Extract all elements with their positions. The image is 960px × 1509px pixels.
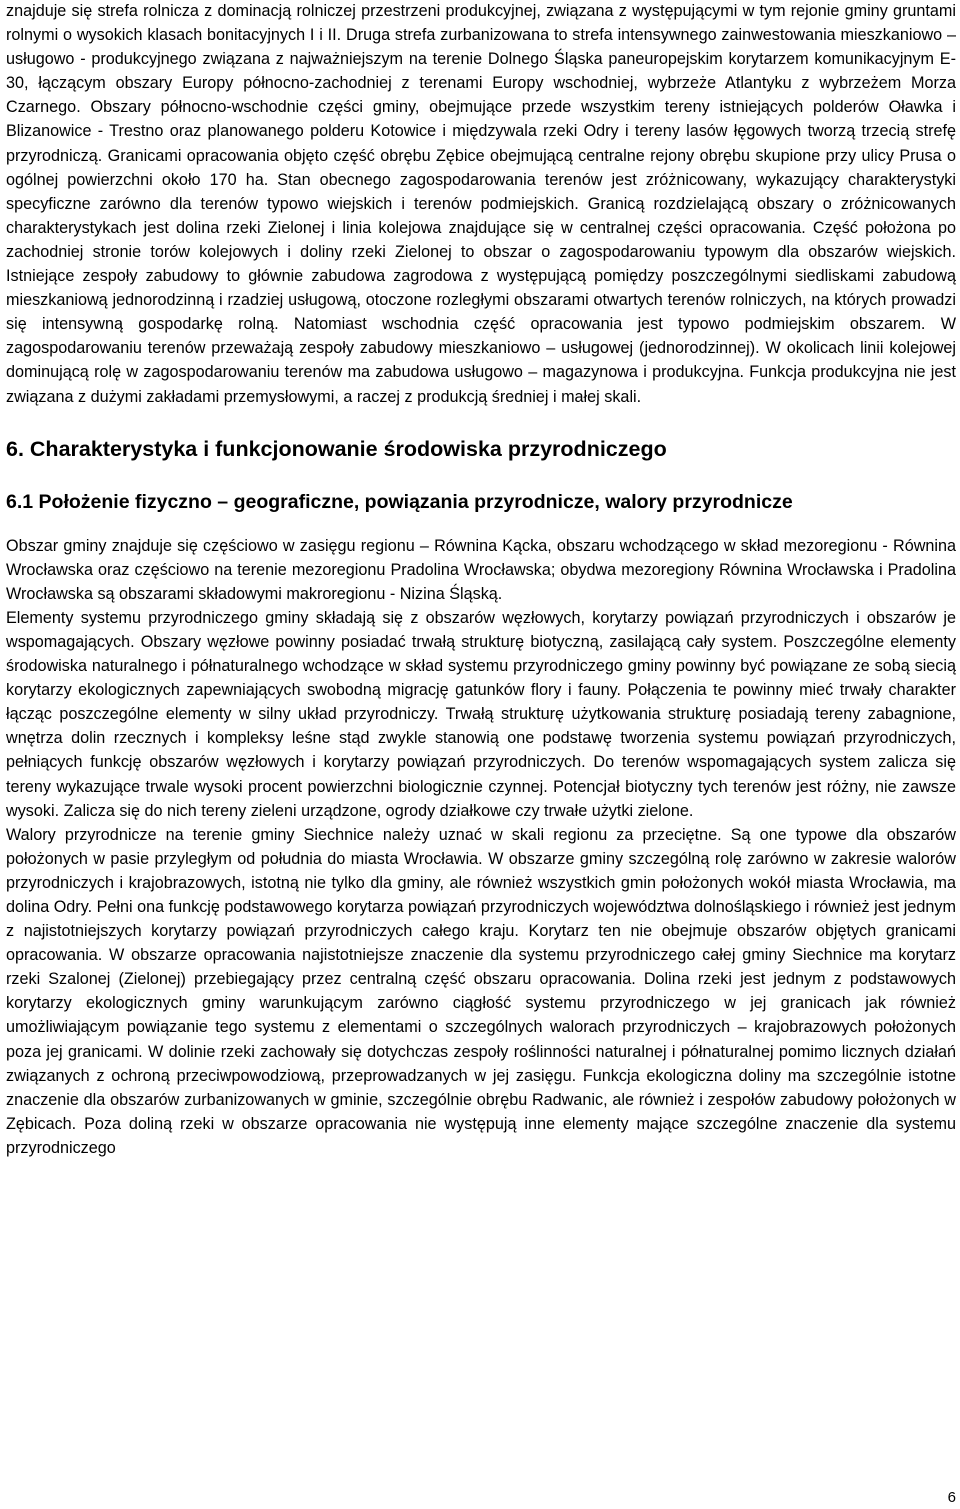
- subsection-heading: 6.1 Położenie fizyczno – geograficzne, powiązania przyrodnicze, walory przyrodnicze: [6, 490, 793, 513]
- paragraph-location: Obszar gminy znajduje się częściowo w zasięgu regionu – Równina Kącka, obszaru wchodzącego w skład mezoregionu - Równina Wrocławska oraz częściowo na terenie mezoregionu Pradolina Wrocławska; obydwa mezoregiony Równina Wrocławska i Pradolina Wrocławska są obszarami składowymi makroregionu - Nizina Śląską.: [6, 536, 956, 603]
- section-heading: 6. Charakterystyka i funkcjonowanie środowiska przyrodniczego: [6, 436, 667, 461]
- paragraph-system-elements: Elementy systemu przyrodniczego gminy składają się z obszarów węzłowych, korytarzy powiązań przyrodniczych i obszarów je wspomagających. Obszary węzłowe powinny posiadać trwałą strukturę biotyczną, zasilającą cały system. Poszczególne elementy środowiska naturalnego i półnaturalnego wchodzące w skład systemu przyrodniczego gminy powinny być powiązane ze sobą siecią korytarzy ekologicznych zapewniających swobodną migrację gatunków flory i fauny. Połączenia te powinny mieć trwały charakter łącząc poszczególne elementy w silny układ przyrodniczy. Trwałą strukturę użytkowania strukturę posiadają tereny zabagnione, wnętrza dolin rzecznych i kompleksy leśne stąd zwykle stanowią one podstawę tworzenia systemu powiązań przyrodniczych, pełniących funkcję obszarów węzłowych i korytarzy powiązań przyrodniczych. Do terenów wspomagających system zalicza się tereny wykazujące trwale wysoki procent powierzchni biologicznie czynnej. Potencjał biotyczny tych terenów jest różny, nie zawsze wysoki. Zalicza się do nich tereny zieleni urządzone, ogrody działkowe czy trwałe użytki zielone.: [6, 608, 956, 820]
- document-page: [6, 0, 956, 1160]
- intro-paragraph: znajduje się strefa rolnicza z dominacją rolniczej przestrzeni produkcyjnej, związana z występującymi w tym rejonie gminy gruntami rolnymi o wysokich klasach bonitacyjnych I i II. Druga strefa zurbanizowana to strefa intensywnego zainwestowania mieszkaniowo – usługowo - produkcyjnego związana z najważniejszym na terenie Dolnego Śląska paneuropejskim korytarzem komunikacyjnym E-30, łączącym obszary Europy północno-zachodniej z terenami Europy wschodniej, wybrzeże Atlantyku z wybrzeżem Morza Czarnego. Obszary północno-wschodnie części gminy, obejmujące przede wszystkim tereny istniejących polderów Oławka i Blizanowice - Trestno oraz planowanego polderu Kotowice i międzywala rzeki Odry i tereny lasów łęgowych tworzą trzecią strefę przyrodniczą. Granicami opracowania objęto część obrębu Zębice obejmującą centralne rejony obrębu skupione przy ulicy Prusa o ogólnej powierzchni około 170 ha. Stan obecnego zagospodarowania terenów jest zróżnicowany, wykazujący charakterystyki specyficzne zarówno dla terenów typowo wiejskich i terenów podmiejskich. Granicą rozdzielającą obszary o zróżnicowanych charakterystykach jest dolina rzeki Zielonej i linia kolejowa znajdujące się w centralnej części opracowania. Część położona po zachodniej stronie torów kolejowych i doliny rzeki Zielonej to obszar o zagospodarowaniu typowym dla obszarów wiejskich. Istniejące zespoły zabudowy to głównie zabudowa zagrodowa z występującą pomiędzy poszczególnymi siedliskami zabudową mieszkaniową jednorodzinną i rzadziej usługową, otoczone rozległymi obszarami otwartych terenów rolniczych, na których prowadzi się intensywną gospodarkę rolną. Natomiast wschodnia część opracowania jest typowo podmiejskim obszarem. W zagospodarowaniu terenów przeważają zespoły zabudowy mieszkaniowo – usługowej (jednorodzinnej). W okolicach linii kolejowej dominującą rolę w zagospodarowaniu terenów ma zabudowa usługowo – magazynowa i produkcyjna. Funkcja produkcyjna nie jest związana z dużymi zakładami przemysłowymi, a raczej z produkcją średniej i małej skali.: [6, 2, 956, 406]
- page-number: 6: [947, 1489, 956, 1506]
- paragraph-natural-values: Walory przyrodnicze na terenie gminy Siechnice należy uznać w skali regionu za przeciętne. Są one typowe dla obszarów położonych w pasie przyległym od południa do miasta Wrocławia. W obszarze gminy szczególną rolę zarówno w zakresie walorów przyrodniczych i krajobrazowych, istotną nie tylko dla gminy, ale również wszystkich gmin położonych wokół miasta Wrocławia, ma dolina Odry. Pełni ona funkcję podstawowego korytarza powiązań przyrodniczych województwa dolnośląskiego i również jest jednym z najistotniejszych korytarzy powiązań przyrodniczych całego kraju. Korytarz ten nie obejmuje obszarów objętych granicami opracowania. W obszarze opracowania najistotniejsze znaczenie dla systemu przyrodniczego całej gminy Siechnice ma korytarz rzeki Szalonej (Zielonej) przebiegający przez centralną część obszaru opracowania. Dolina rzeki jest jednym z podstawowych korytarzy ekologicznych gminy warunkującym zarówno ciągłość systemu przyrodniczego w jej granicach jak również umożliwiającym powiązanie tego systemu z elementami o szczególnych walorach przyrodniczych – krajobrazowych położonych poza jej granicami. W dolinie rzeki zachowały się dotychczas zespoły roślinności naturalnej i półnaturalnej pomimo licznych działań związanych z ochroną przeciwpowodziową, przeprowadzanych w jej zasięgu. Funkcja ekologiczna doliny ma szczególnie istotne znaczenie dla obszarów zurbanizowanych w gminie, szczególnie obrębu Radwanic, ale również i zespołów zabudowy położonych w Zębicach. Poza doliną rzeki w obszarze opracowania nie występują inne elementy mające szczególne znaczenie dla systemu przyrodniczego: [6, 825, 956, 1157]
